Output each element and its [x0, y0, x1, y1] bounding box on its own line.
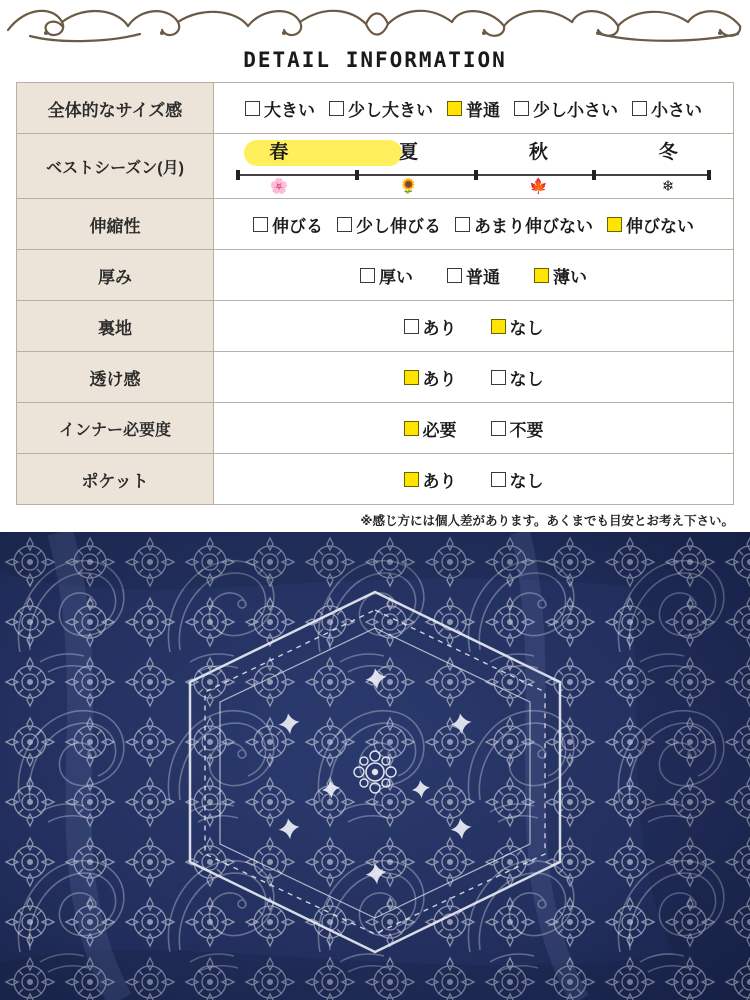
option-size-2[interactable]: 普通 [447, 96, 500, 121]
row-label-lining: 裏地 [17, 301, 214, 352]
option-lining-1[interactable]: なし [491, 314, 544, 339]
row-value-inner-need [214, 403, 734, 454]
season-spring[interactable]: 春 [269, 142, 289, 163]
season-summer[interactable]: 夏 [399, 142, 419, 163]
row-label-pocket: ポケット [17, 454, 214, 505]
checkbox-icon[interactable] [632, 101, 647, 116]
cherry-blossom-icon: 🌸 [269, 178, 289, 195]
checkbox-icon[interactable] [245, 101, 260, 116]
table-row [17, 134, 734, 199]
checkbox-checked-icon[interactable] [447, 101, 462, 116]
option-thickness-2[interactable]: 薄い [534, 263, 587, 288]
season-names [214, 140, 733, 166]
checkbox-icon[interactable] [455, 217, 470, 232]
row-label-stretch: 伸縮性 [17, 199, 214, 250]
row-label-size: 全体的なサイズ感 [17, 83, 214, 134]
maple-leaf-icon: 🍁 [529, 178, 548, 195]
checkbox-icon[interactable] [447, 268, 462, 283]
season-autumn[interactable]: 秋 [528, 142, 548, 163]
row-value-pocket [214, 454, 734, 505]
row-value-season [214, 134, 734, 199]
checkbox-checked-icon[interactable] [404, 421, 419, 436]
table-row [17, 301, 734, 352]
checkbox-checked-icon[interactable] [404, 472, 419, 487]
navy-bandana-paisley-fabric-closeup [0, 532, 750, 1000]
row-label-season: ベストシーズン(月) [17, 134, 214, 199]
season-scale [214, 134, 733, 198]
option-thickness-0[interactable]: 厚い [360, 263, 413, 288]
table-row [17, 83, 734, 134]
table-row [17, 352, 734, 403]
season-icons [214, 178, 733, 196]
disclaimer-note: ※感じ方には個人差があります。あくまでも目安とお考え下さい。 [360, 514, 734, 528]
detail-information-table [16, 82, 734, 505]
checkbox-checked-icon[interactable] [491, 319, 506, 334]
option-size-1[interactable]: 少し大きい [329, 96, 433, 121]
option-size-4[interactable]: 小さい [632, 96, 702, 121]
checkbox-icon[interactable] [491, 421, 506, 436]
table-row [17, 199, 734, 250]
checkbox-icon[interactable] [253, 217, 268, 232]
decorative-flourish-border [0, 0, 750, 46]
row-value-sheerness [214, 352, 734, 403]
option-pocket-1[interactable]: なし [491, 467, 544, 492]
row-value-lining [214, 301, 734, 352]
page-title: DETAIL INFORMATION [243, 48, 507, 72]
checkbox-icon[interactable] [491, 472, 506, 487]
option-size-0[interactable]: 大きい [245, 96, 315, 121]
option-inner-0[interactable]: 必要 [404, 416, 457, 441]
row-value-size [214, 83, 734, 134]
checkbox-icon[interactable] [404, 319, 419, 334]
option-stretch-1[interactable]: 少し伸びる [337, 212, 441, 237]
option-sheerness-0[interactable]: あり [404, 365, 457, 390]
checkbox-icon[interactable] [337, 217, 352, 232]
season-axis-line [236, 174, 711, 176]
season-winter[interactable]: 冬 [658, 142, 678, 163]
checkbox-icon[interactable] [329, 101, 344, 116]
option-stretch-2[interactable]: あまり伸びない [455, 212, 593, 237]
checkbox-checked-icon[interactable] [607, 217, 622, 232]
checkbox-checked-icon[interactable] [404, 370, 419, 385]
option-pocket-0[interactable]: あり [404, 467, 457, 492]
option-size-3[interactable]: 少し小さい [514, 96, 618, 121]
option-thickness-1[interactable]: 普通 [447, 263, 500, 288]
row-value-thickness [214, 250, 734, 301]
row-label-sheerness: 透け感 [17, 352, 214, 403]
checkbox-icon[interactable] [491, 370, 506, 385]
checkbox-icon[interactable] [514, 101, 529, 116]
row-value-stretch [214, 199, 734, 250]
option-lining-0[interactable]: あり [404, 314, 457, 339]
checkbox-checked-icon[interactable] [534, 268, 549, 283]
snowflake-icon: ❄ [661, 178, 675, 195]
checkbox-icon[interactable] [360, 268, 375, 283]
option-stretch-0[interactable]: 伸びる [253, 212, 323, 237]
option-inner-1[interactable]: 不要 [491, 416, 544, 441]
option-sheerness-1[interactable]: なし [491, 365, 544, 390]
table-row [17, 454, 734, 505]
sunflower-icon: 🌻 [399, 178, 418, 195]
table-row [17, 403, 734, 454]
row-label-thickness: 厚み [17, 250, 214, 301]
row-label-inner-need: インナー必要度 [17, 403, 214, 454]
table-row [17, 250, 734, 301]
option-stretch-3[interactable]: 伸びない [607, 212, 694, 237]
